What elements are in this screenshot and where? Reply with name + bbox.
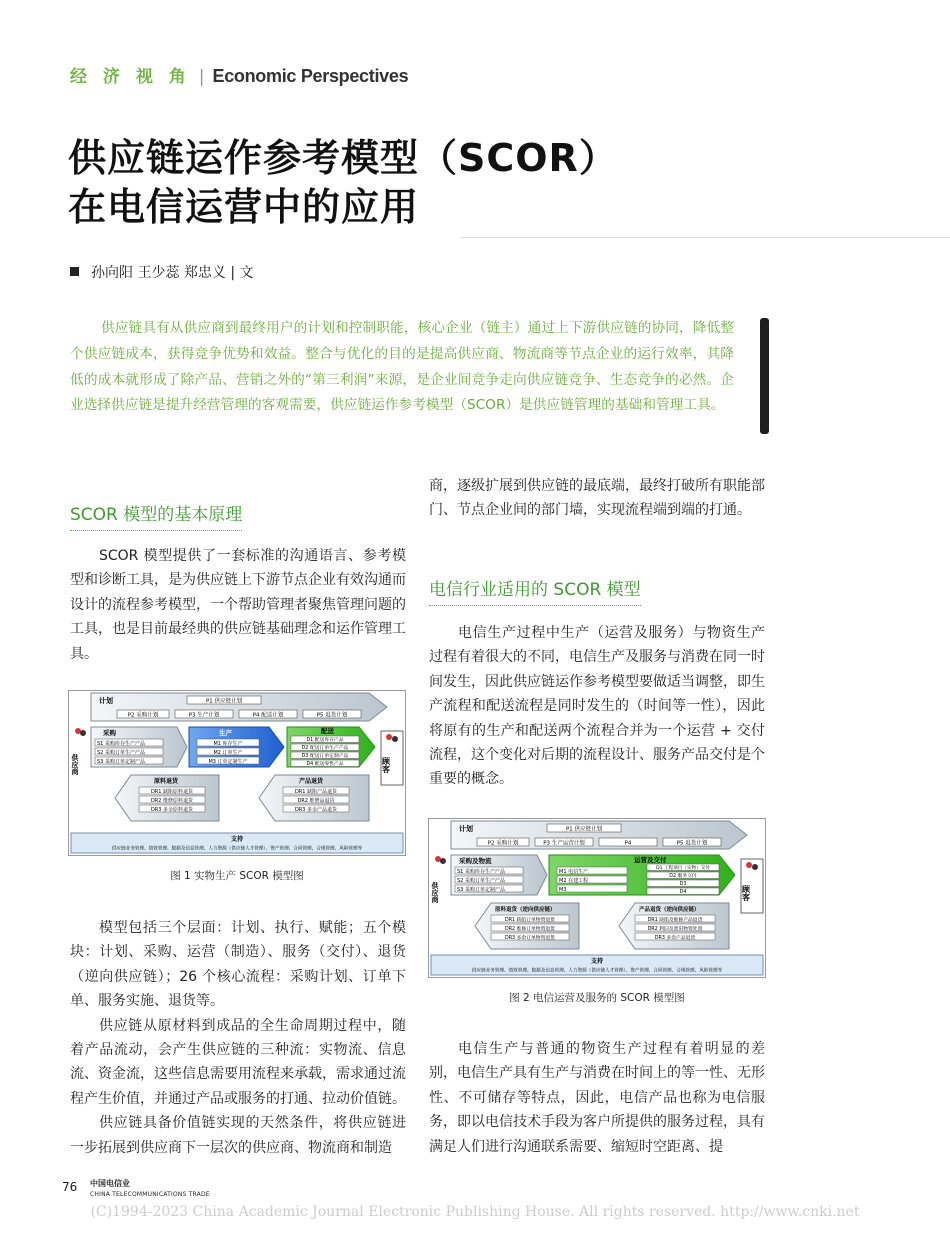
svg-text:D3 配送订单定制产品: D3 配送订单定制产品	[301, 754, 349, 759]
svg-text:产品退货: 产品退货	[299, 778, 324, 785]
svg-text:DR3 多余产品退货: DR3 多余产品退货	[294, 807, 338, 813]
svg-text:P4: P4	[624, 840, 632, 847]
svg-text:P1 供应链计划: P1 供应链计划	[565, 826, 603, 833]
svg-text:原料退货: 原料退货	[154, 778, 179, 785]
svg-text:DR2 利旧及废旧物资处置: DR2 利旧及废旧物资处置	[647, 927, 703, 932]
bullet-square-icon	[70, 267, 79, 276]
svg-text:M2 在建工程: M2 在建工程	[559, 878, 589, 884]
svg-text:供应商: 供应商	[431, 882, 439, 903]
svg-text:供应链业务管理、绩效管理、数据及信息管理、人力资源（供应链人: 供应链业务管理、绩效管理、数据及信息管理、人力资源（供应链人才管理）、资产管理、合同管理、合规管理、风险管理等	[111, 846, 363, 852]
column-header	[70, 62, 408, 87]
paragraphs-left-lower	[70, 916, 406, 1160]
section-heading-basic-principle: SCOR 模型的基本原理	[70, 500, 242, 525]
svg-text:DR3 多余原料退货: DR3 多余原料退货	[150, 807, 194, 813]
figure-2-diagram	[429, 819, 765, 977]
copyright-watermark: (C)1994-2023 China Academic Journal Electronic Publishing House. All rights reserved. http://www.cnki.net	[90, 1204, 860, 1220]
customer-label: 顾客	[381, 757, 391, 773]
svg-text:S2 采购订单生产产品: S2 采购订单生产产品	[97, 750, 145, 756]
abstract: 供应链具有从供应商到最终用户的计划和控制职能，核心企业（链主）通过上下游供应链的协同，降低整个供应链成本，获得竞争优势和效益。整合与优化的目的是提高供应商、物流商等节点企业的运行效率，其降低的成本就形成了除产品、营销之外的“第三利润”来源，是企业间竞争走向供应链竞争、生态竞争的必然。企业选择供应链是提升经营管理的客观需要，供应链运作参考模型（SCOR）是供应链管理的基础和管理工具。	[70, 320, 734, 414]
svg-text:D1 工程项目（实物）交付: D1 工程项目（实物）交付	[656, 866, 710, 871]
svg-text:D4: D4	[679, 890, 687, 895]
figure-2-caption: 图 2 电信运营及服务的 SCOR 模型图	[509, 992, 685, 1004]
figure-1-diagram	[69, 691, 405, 855]
svg-text:M2 订单生产: M2 订单生产	[213, 750, 243, 756]
svg-text:生产: 生产	[219, 729, 232, 737]
paragraph-2: 模型包括三个层面：计划、执行、赋能；五个模块：计划、采购、运营（制造）、服务（交付）、退货（逆向供应链）；26 个核心流程：采购计划、订单下单、服务实施、退货等。	[70, 920, 406, 1010]
svg-text:S1 采购库存生产产品: S1 采购库存生产产品	[457, 869, 505, 875]
svg-text:D3: D3	[679, 882, 687, 887]
svg-text:配送: 配送	[321, 727, 334, 735]
svg-text:P5 退货计划: P5 退货计划	[316, 712, 348, 719]
svg-text:M1 库存生产: M1 库存生产	[213, 741, 243, 747]
article-title-line2: 在电信运营中的应用	[68, 185, 420, 229]
paragraph-5: 电信生产过程中生产（运营及服务）与物资生产过程有着很大的不同，电信生产及服务与消费在同一时间发生，因此供应链运作参考模型要做适当调整，即生产流程和配送流程是同时发生的（时间等一性），因此将原有的生产和配送两个流程合并为一个运营 + 交付流程，这个变化对后期的流程设计、服务产品交付是个重要的概念。	[429, 625, 765, 788]
svg-text:供应链业务管理、绩效管理、数据及信息管理、人力资源（供应链人: 供应链业务管理、绩效管理、数据及信息管理、人力资源（供应链人才管理）、资产管理、合同管理、合规管理、风险管理等	[471, 968, 723, 974]
svg-text:S3 采购订单定制产品: S3 采购订单定制产品	[457, 887, 505, 893]
paragraph-continued: 商，逐级扩展到供应链的最底端，最终打破所有职能部门、节点企业间的部门墙，实现流程端到端的打通。	[429, 478, 765, 519]
svg-text:DR2 维修品退货: DR2 维修品退货	[297, 798, 335, 804]
svg-text:M3: M3	[559, 887, 567, 893]
svg-text:D2 服务交付: D2 服务交付	[669, 874, 697, 879]
svg-text:DR2 维修原料退货: DR2 维修原料退货	[150, 798, 194, 804]
supplier-label: 供应商	[71, 754, 79, 775]
svg-text:S2 采购订单生产产品: S2 采购订单生产产品	[457, 878, 505, 884]
svg-text:P1 供应链计划: P1 供应链计划	[205, 698, 243, 705]
figure-2	[428, 818, 766, 978]
svg-text:计划: 计划	[459, 825, 473, 833]
svg-text:P2 采购计划: P2 采购计划	[487, 840, 519, 847]
paragraph-3: 供应链从原材料到成品的全生命周期过程中，随着产品流动，会产生供应链的三种流：实物流、信息流、资金流，这些信息需要用流程来承载，需求通过流程产生价值，并通过产品或服务的打通、拉动价值链。	[70, 1017, 406, 1107]
svg-text:D4 配送零售产品: D4 配送零售产品	[306, 762, 344, 767]
svg-text:DR1 缺陷订单物资退货: DR1 缺陷订单物资退货	[505, 918, 555, 923]
svg-text:S1 采购库存生产产品: S1 采购库存生产产品	[97, 741, 145, 747]
paragraph-6: 电信生产与普通的物资生产过程有着明显的差别，电信生产具有生产与消费在时间上的等一性、无形性、不可储存等特点，因此，电信产品也称为电信服务，即以电信技术手段为客户所提供的服务过程，具有满足人们进行沟通联系需要、缩短时空距离、提	[429, 1041, 765, 1155]
page-number: 76	[62, 1180, 78, 1194]
section-en: Economic Perspectives	[212, 66, 409, 86]
svg-text:D2 配送订单生产产品: D2 配送订单生产产品	[301, 746, 349, 751]
section-heading-telecom-scor: 电信行业适用的 SCOR 模型	[429, 575, 641, 600]
svg-text:D1 配送库存产品: D1 配送库存产品	[306, 738, 344, 743]
svg-text:P4 配送计划: P4 配送计划	[252, 712, 284, 719]
svg-text:DR1 缺陷原料退货: DR1 缺陷原料退货	[150, 789, 194, 795]
svg-text:DR3 多余产品退货: DR3 多余产品退货	[654, 936, 696, 941]
svg-text:采购及物流: 采购及物流	[459, 857, 492, 865]
svg-text:计划: 计划	[99, 697, 113, 705]
svg-text:M3 订单定制生产: M3 订单定制生产	[208, 759, 248, 765]
svg-text:支持: 支持	[230, 836, 244, 843]
svg-text:P2 采购计划: P2 采购计划	[127, 712, 159, 719]
svg-text:产品退货（逆向供应链）: 产品退货（逆向供应链）	[639, 907, 700, 913]
svg-text:顾客: 顾客	[741, 885, 751, 901]
author-names: 孙向阳 王少蕊 郑忠义 | 文	[91, 265, 254, 281]
journal-logo	[90, 1178, 210, 1200]
svg-text:P3 生产计划: P3 生产计划	[188, 712, 220, 719]
authors	[70, 262, 254, 282]
section-zh: 经 济 视 角	[70, 67, 191, 87]
svg-text:原料退货（逆向供应链）: 原料退货（逆向供应链）	[495, 907, 556, 913]
svg-text:M1 电信生产: M1 电信生产	[559, 869, 589, 875]
svg-text:P5 退货计划: P5 退货计划	[676, 840, 708, 847]
journal-name-en: CHINA TELECOMMUNICATIONS TRADE	[90, 1191, 210, 1198]
paragraph-4: 供应链具备价值链实现的天然条件，将供应链进一步拓展到供应商下一层次的供应商、物流商和制造	[70, 1115, 406, 1156]
svg-text:采购: 采购	[103, 729, 116, 737]
journal-name-zh: 中国电信业	[90, 1179, 130, 1188]
svg-text:S3 采购订单定制产品: S3 采购订单定制产品	[97, 759, 145, 765]
title-rule	[460, 237, 950, 238]
article-title-line1: 供应链运作参考模型（SCOR）	[68, 136, 618, 180]
svg-text:运营及交付: 运营及交付	[634, 856, 667, 864]
header-separator: |	[198, 67, 205, 87]
svg-text:支持: 支持	[590, 958, 604, 965]
svg-text:P3 生产运营计划: P3 生产运营计划	[543, 840, 585, 847]
abstract-side-bar	[760, 318, 769, 434]
svg-text:DR1 缺陷及维修产品退货: DR1 缺陷及维修产品退货	[647, 918, 703, 923]
figure-1	[68, 690, 406, 856]
svg-text:DR2 维修订单物资退货: DR2 维修订单物资退货	[505, 927, 555, 932]
paragraph-1: SCOR 模型提供了一套标准的沟通语言、参考模型和诊断工具，是为供应链上下游节点企业有效沟通而设计的流程参考模型，一个帮助管理者聚焦管理问题的工具，也是目前最经典的供应链基础理念和运作管理工具。	[70, 548, 406, 662]
svg-text:DR1 缺陷产品退货: DR1 缺陷产品退货	[294, 789, 338, 795]
svg-text:DR3 多余订单物资退货: DR3 多余订单物资退货	[505, 936, 555, 941]
figure-1-caption: 图 1 实物生产 SCOR 模型图	[170, 870, 304, 882]
